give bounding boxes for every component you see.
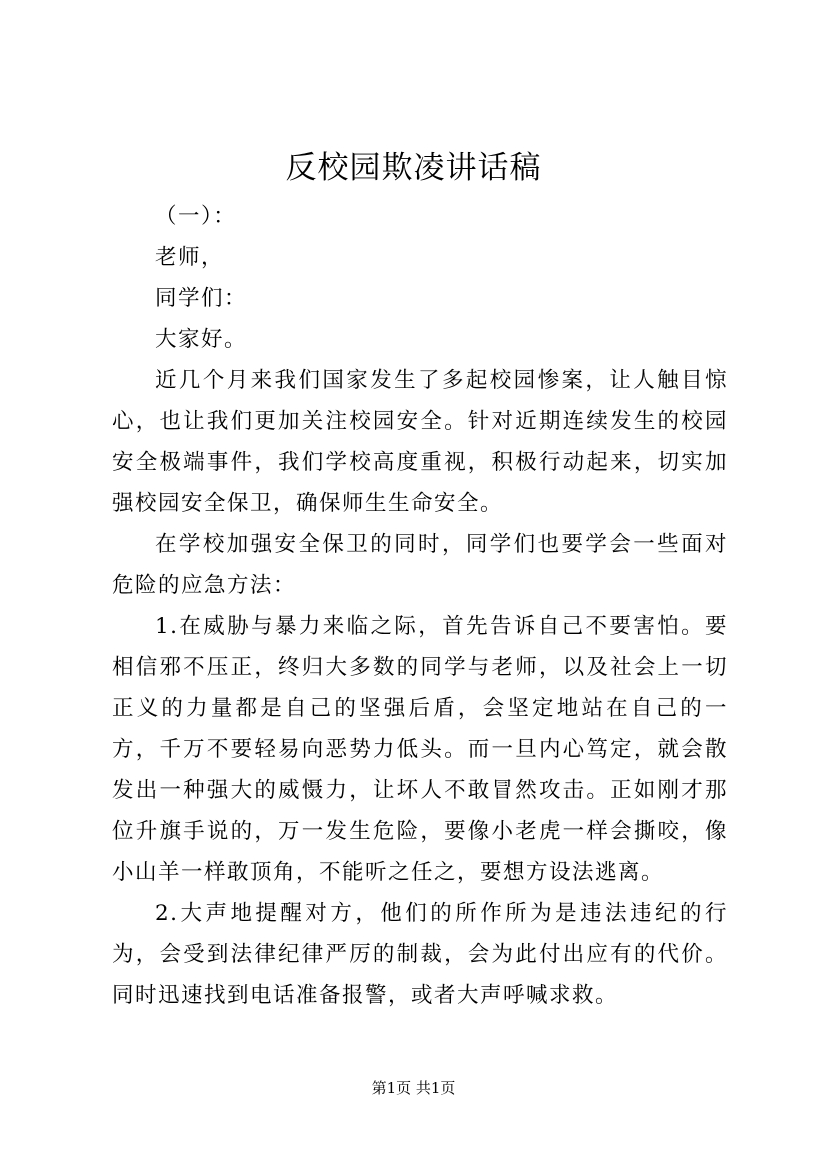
document-body — [112, 196, 728, 1016]
paragraph-greeting: 大家好。 — [155, 327, 248, 352]
page-footer: 第1页 共1页 — [371, 1079, 456, 1097]
paragraph-intro: 近几个月来我们国家发生了多起校园惨案，让人触目惊心，也让我们更加关注校园安全。针对近期连续发生的校园安全极端事件，我们学校高度重视，积极行动起来，切实加强校园安全保卫，确保师生生命安全。 — [112, 368, 728, 516]
paragraph-section-marker: （一）： — [155, 204, 237, 229]
paragraph-method-2: 2.大声地提醒对方，他们的所作所为是违法违纪的行为，会受到法律纪律严厉的制裁，会为此付出应有的代价。同时迅速找到电话准备报警，或者大声呼喊求救。 — [112, 901, 728, 1008]
paragraph-methods-lead: 在学校加强安全保卫的同时，同学们也要学会一些面对危险的应急方法： — [112, 532, 728, 598]
document-title: 反校园欺凌讲话稿 — [285, 150, 542, 186]
paragraph-method-1: 1.在威胁与暴力来临之际，首先告诉自己不要害怕。要相信邪不压正，终归大多数的同学与老师，以及社会上一切正义的力量都是自己的坚强后盾，会坚定地站在自己的一方，千万不要轻易向恶势力低头。而一旦内心笃定，就会散发出一种强大的威慑力，让坏人不敢冒然攻击。正如刚才那位升旗手说的，万一发生危险，要像小老虎一样会撕咬，像小山羊一样敢顶角，不能听之任之，要想方设法逃离。 — [112, 614, 728, 885]
paragraph-salutation-students: 同学们： — [155, 286, 248, 311]
paragraph-salutation-teachers: 老师， — [155, 245, 225, 270]
